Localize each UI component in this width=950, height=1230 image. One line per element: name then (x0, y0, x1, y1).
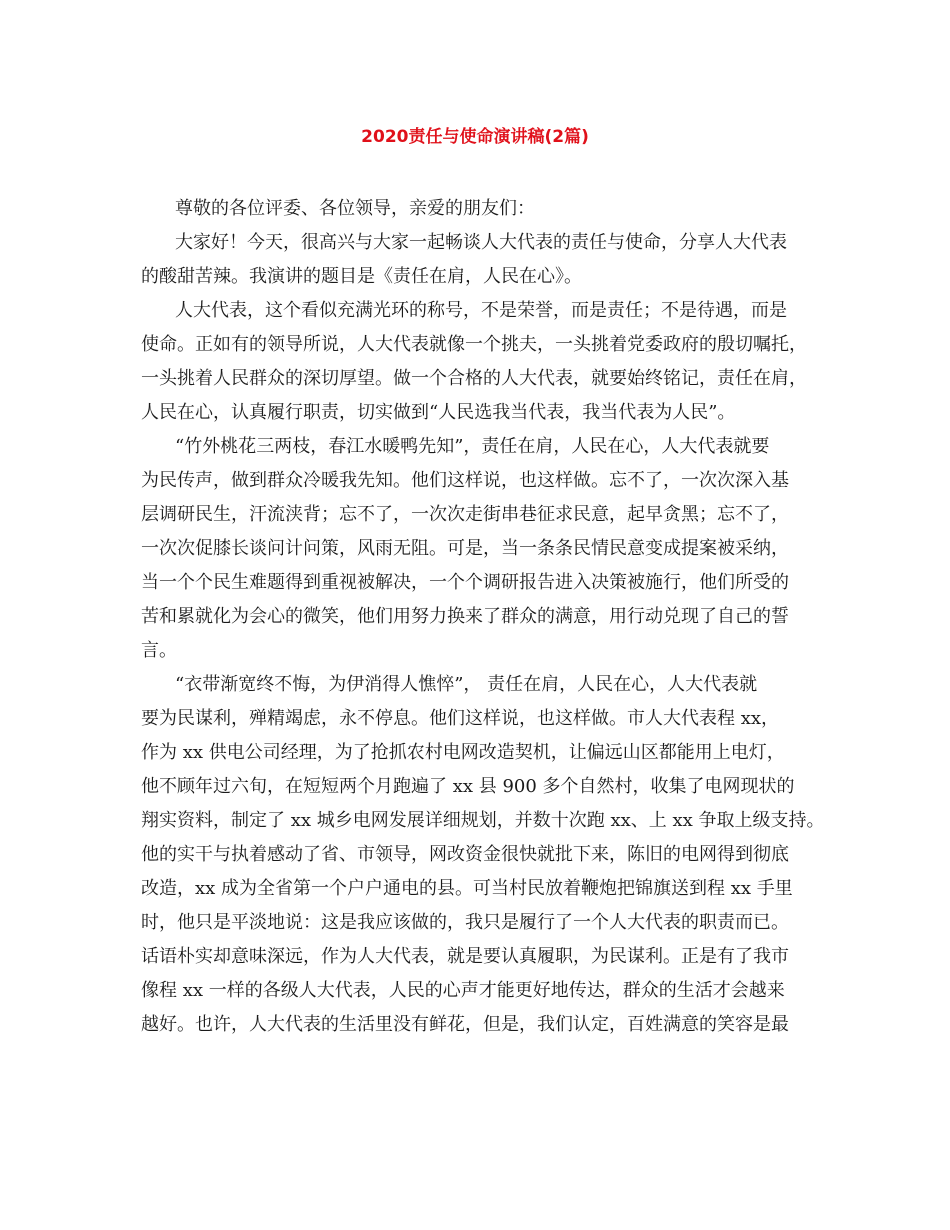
paragraph-line: 改造，xx 成为全省第一个户户通电的县。可当村民放着鞭炮把锦旗送到程 xx 手里 (141, 878, 793, 899)
paragraph-line: 层调研民生，汗流浃背；忘不了，一次次走街串巷征求民意，起早贪黑；忘不了， (141, 504, 789, 525)
paragraph-line: 尊敬的各位评委、各位领导，亲爱的朋友们： (175, 198, 535, 219)
paragraph-line: 为民传声，做到群众冷暖我先知。他们这样说，也这样做。忘不了，一次次深入基 (141, 470, 789, 491)
paragraph-line: 一头挑着人民群众的深切厚望。做一个合格的人大代表，就要始终铭记，责任在肩， (141, 368, 807, 389)
paragraph-line: 他不顾年过六旬，在短短两个月跑遍了 xx 县 900 多个自然村，收集了电网现状的 (141, 776, 795, 797)
paragraph-line: 当一个个民生难题得到重视被解决，一个个调研报告进入决策被施行，他们所受的 (141, 572, 789, 593)
document-title: 2020责任与使命演讲稿(2篇) (361, 127, 589, 147)
paragraph-line: 人大代表，这个看似充满光环的称号，不是荣誉，而是责任；不是待遇，而是 (175, 300, 787, 321)
paragraph-line: 他的实干与执着感动了省、市领导，网改资金很快就批下来，陈旧的电网得到彻底 (141, 844, 789, 865)
paragraph-line: 作为 xx 供电公司经理，为了抢抓农村电网改造契机，让偏远山区都能用上电灯， (141, 742, 785, 763)
paragraph-line: 人民在心，认真履行职责，切实做到“人民选我当代表，我当代表为人民”。 (141, 402, 736, 423)
paragraph-line: 大家好！今天，很高兴与大家一起畅谈人大代表的责任与使命，分享人大代表 (175, 232, 787, 253)
paragraph-line: 话语朴实却意味深远，作为人大代表，就是要认真履职，为民谋利。正是有了我市 (141, 946, 789, 967)
paragraph-line: 要为民谋利，殚精竭虑，永不停息。他们这样说，也这样做。市人大代表程 xx， (141, 708, 780, 729)
paragraph-line: 像程 xx 一样的各级人大代表，人民的心声才能更好地传达，群众的生活才会越来 (141, 980, 785, 1001)
paragraph-line: 时，他只是平淡地说：这是我应该做的，我只是履行了一个人大代表的职责而已。 (141, 912, 789, 933)
paragraph-line: 的酸甜苦辣。我演讲的题目是《责任在肩，人民在心》。 (141, 266, 582, 287)
paragraph-line: “衣带渐宽终不悔，为伊消得人憔悴”， 责任在肩，人民在心，人大代表就 (175, 674, 758, 695)
paragraph-line: “竹外桃花三两枝，春江水暖鸭先知”，责任在肩，人民在心，人大代表就要 (175, 436, 770, 457)
paragraph-line: 翔实资料，制定了 xx 城乡电网发展详细规划，并数十次跑 xx、上 xx 争取上级支持。 (141, 810, 825, 831)
paragraph-line: 使命。正如有的领导所说，人大代表就像一个挑夫，一头挑着党委政府的殷切嘱托， (141, 334, 807, 355)
paragraph-line: 一次次促膝长谈问计问策，风雨无阻。可是，当一条条民情民意变成提案被采纳， (141, 538, 789, 559)
paragraph-line: 越好。也许，人大代表的生活里没有鲜花，但是，我们认定，百姓满意的笑容是最 (141, 1014, 789, 1035)
paragraph-line: 苦和累就化为会心的微笑，他们用努力换来了群众的满意，用行动兑现了自己的誓 (141, 606, 789, 627)
paragraph-line: 言。 (141, 640, 177, 661)
